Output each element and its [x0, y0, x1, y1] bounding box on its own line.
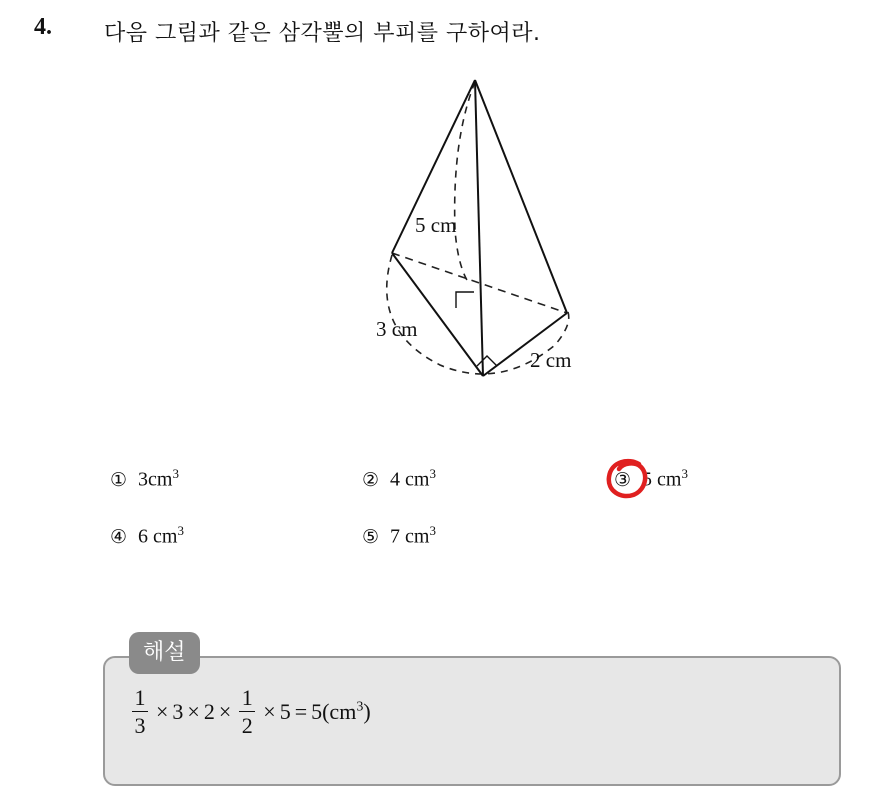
question-text: 다음 그림과 같은 삼각뿔의 부피를 구하여라. — [104, 21, 541, 46]
label-left: 3 cm — [376, 317, 418, 341]
right-angle-mark-top — [456, 292, 474, 308]
option-4[interactable]: ④ 6 $cm^3$ — [110, 523, 184, 548]
label-height: 5 cm — [415, 213, 457, 237]
solution-result: $5(cm^3)$ — [311, 698, 371, 724]
edge-apex-bottom — [475, 80, 483, 376]
option-5[interactable]: ⑤ 7 $cm^3$ — [362, 523, 436, 548]
edge-left-bottom — [392, 253, 483, 376]
option-2[interactable]: ② 4 $cm^3$ — [362, 466, 436, 491]
pyramid-figure — [360, 70, 620, 400]
edge-apex-right — [475, 80, 567, 313]
solution-formula: $\frac{1}{3}$ × 3 × 2 × $\frac{1}{2}$ × 5 = $5(cm^3)$ — [128, 686, 371, 737]
question-number: 4. — [34, 14, 52, 40]
hidden-arc — [455, 82, 475, 285]
right-angle-mark-bottom — [477, 356, 497, 366]
option-3[interactable]: ③ 5 $cm^3$ — [614, 466, 688, 491]
answer-circle-mark — [603, 457, 653, 503]
option-1[interactable]: ① $3cm^3$ — [110, 466, 179, 491]
solution-tab: 해설 — [129, 632, 200, 674]
label-right: 2 cm — [530, 348, 572, 372]
fraction-one-half: $\frac{1}{2}$ — [239, 686, 255, 737]
fraction-one-third: $\frac{1}{3}$ — [132, 686, 148, 737]
